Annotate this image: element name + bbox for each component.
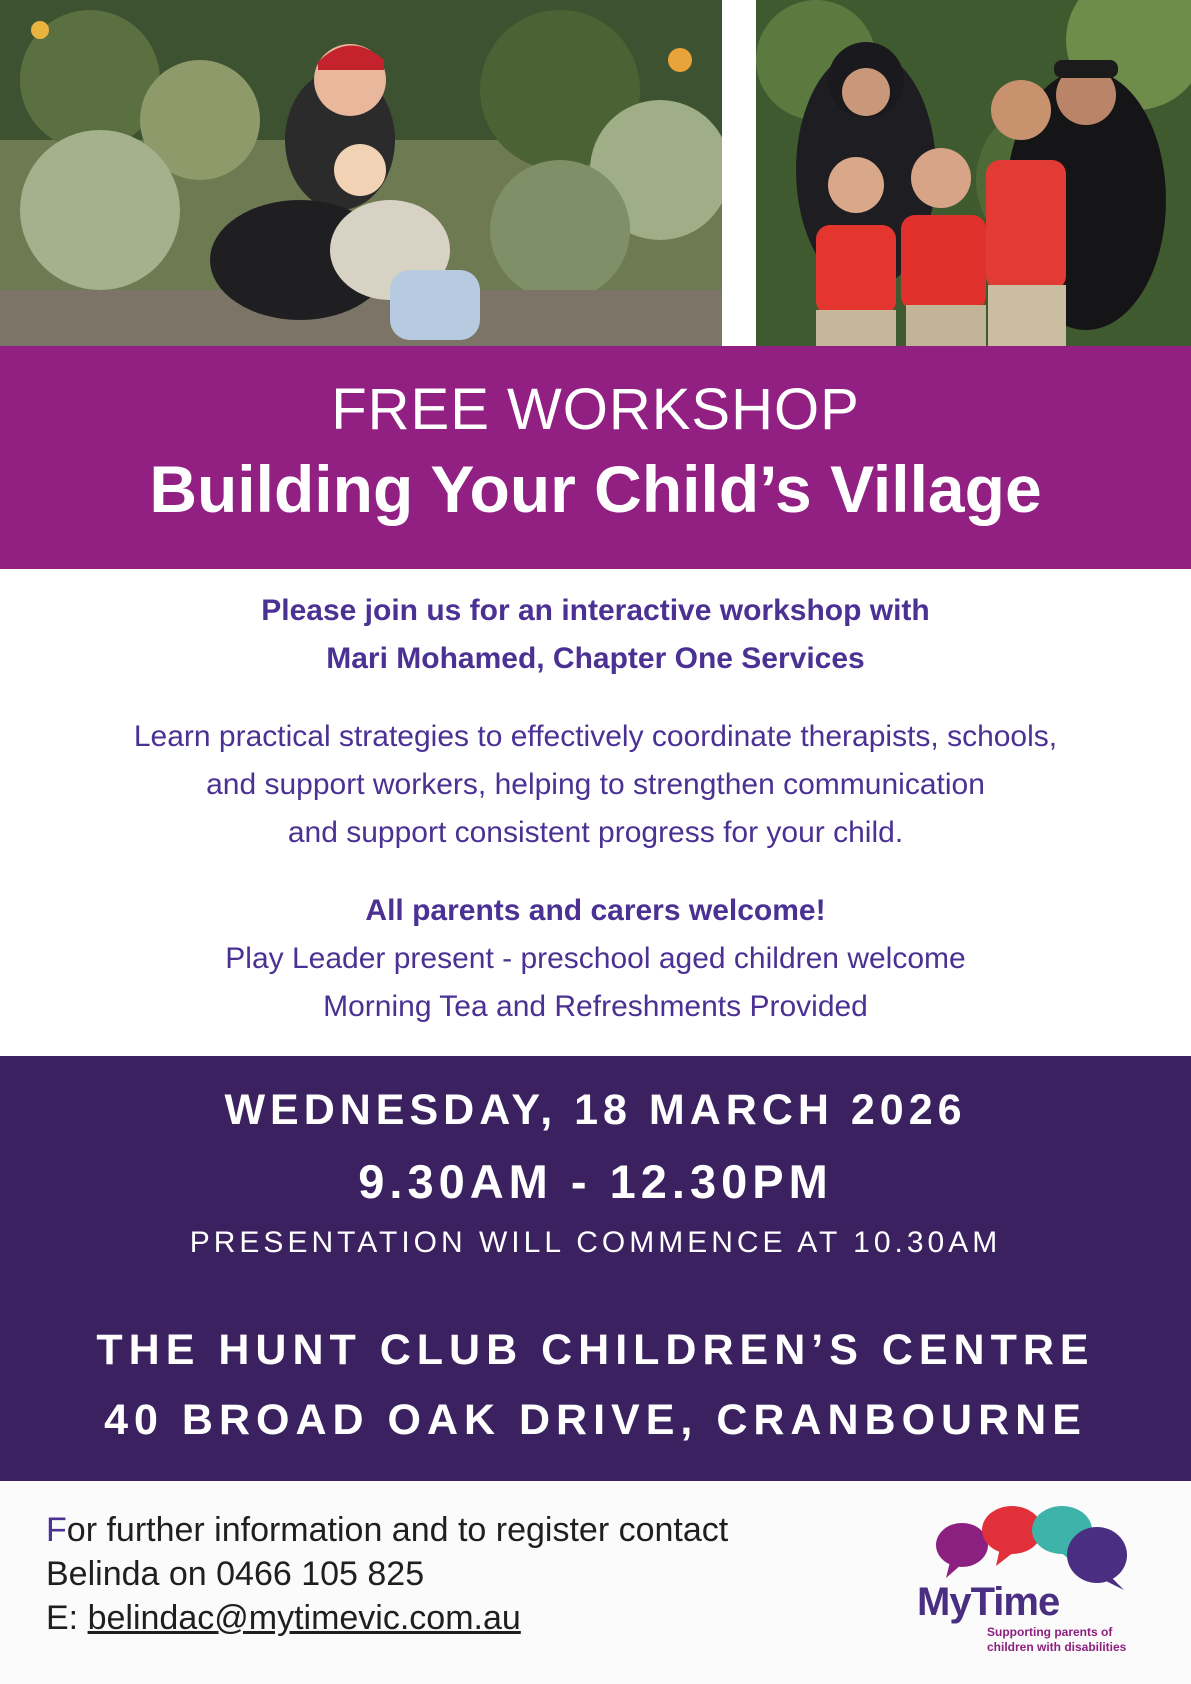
venue-name: THE HUNT CLUB CHILDREN’S CENTRE bbox=[96, 1326, 1095, 1374]
welcome-line: All parents and carers welcome! bbox=[365, 894, 826, 927]
event-details-banner bbox=[0, 1056, 1191, 1481]
speech-bubbles-icon bbox=[912, 1500, 1152, 1590]
event-time: 9.30AM - 12.30PM bbox=[358, 1155, 833, 1208]
photo-mother-and-child bbox=[0, 0, 722, 346]
email-link[interactable]: belindac@mytimevic.com.au bbox=[87, 1599, 521, 1637]
presenter-line: Mari Mohamed, Chapter One Services bbox=[326, 642, 865, 675]
description-line-2: and support workers, helping to strengthen communication bbox=[206, 768, 985, 801]
workshop-label: FREE WORKSHOP bbox=[331, 377, 860, 442]
description-line-3: and support consistent progress for your child. bbox=[287, 816, 904, 849]
logo-tagline-1: Supporting parents of bbox=[987, 1625, 1113, 1639]
photo-family-group bbox=[756, 0, 1191, 346]
photo-strip bbox=[0, 0, 1191, 346]
invite-line: Please join us for an interactive workshop with bbox=[261, 594, 930, 627]
description-line-1: Learn practical strategies to effectively coordinate therapists, schools, bbox=[133, 720, 1058, 753]
venue-address: 40 BROAD OAK DRIVE, CRANBOURNE bbox=[104, 1396, 1087, 1444]
event-date: WEDNESDAY, 18 MARCH 2026 bbox=[224, 1086, 967, 1134]
play-leader-line: Play Leader present - preschool aged children welcome bbox=[225, 942, 966, 975]
title-banner bbox=[0, 346, 1191, 569]
logo-wordmark: MyTime bbox=[917, 1580, 1060, 1624]
mytime-logo bbox=[912, 1500, 1152, 1660]
morning-tea-line: Morning Tea and Refreshments Provided bbox=[323, 990, 868, 1023]
intro-section bbox=[0, 569, 1191, 1056]
contact-email-line: E: belindac@mytimevic.com.au bbox=[46, 1599, 521, 1637]
contact-info bbox=[46, 1508, 728, 1640]
workshop-title: Building Your Child’s Village bbox=[149, 452, 1042, 526]
logo-tagline-2: children with disabilities bbox=[987, 1640, 1127, 1654]
presentation-start: PRESENTATION WILL COMMENCE AT 10.30AM bbox=[189, 1226, 1002, 1259]
contact-line-1: For further information and to register contact bbox=[46, 1511, 729, 1549]
contact-phone: Belinda on 0466 105 825 bbox=[46, 1555, 425, 1593]
